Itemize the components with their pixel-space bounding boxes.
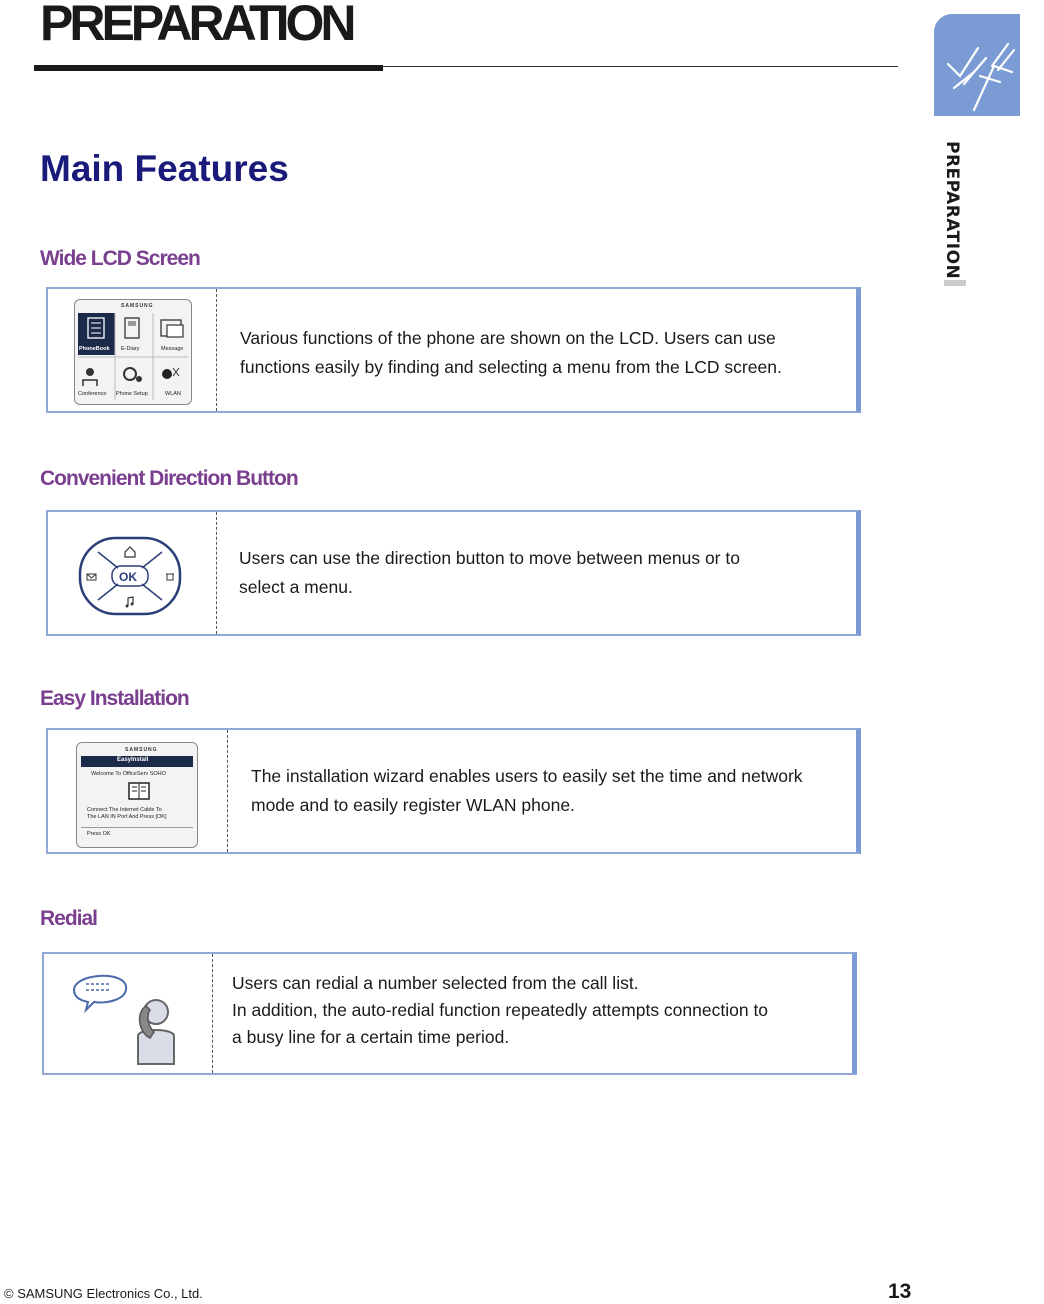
page-number: 13 xyxy=(888,1280,912,1303)
lcd-menu-item-ediary: E-Diary xyxy=(121,346,140,352)
header-rule-thin xyxy=(383,66,898,67)
lcd-menu-item-phonebook: PhoneBook xyxy=(79,346,110,352)
feature-description-redial xyxy=(232,970,768,1051)
section-title-easy-installation: Easy Installation xyxy=(40,687,189,710)
feature-box-redial xyxy=(42,952,857,1075)
feature-box-wide-lcd xyxy=(46,287,861,413)
section-title-wide-lcd: Wide LCD Screen xyxy=(40,247,200,270)
page-title: Main Features xyxy=(40,148,289,189)
feature-description-direction-button xyxy=(239,544,740,602)
lcd-menu-grid-icon xyxy=(75,300,191,404)
description-line: mode and to easily register WLAN phone. xyxy=(251,795,575,815)
description-line: The installation wizard enables users to easily set the time and network xyxy=(251,766,803,786)
feature-description-easy-installation xyxy=(251,762,803,820)
lcd-menu-item-phone-setup: Phone Setup xyxy=(116,391,148,397)
side-tab-marker xyxy=(944,280,966,286)
easy-install-image xyxy=(48,730,228,852)
description-line: a busy line for a certain time period. xyxy=(232,1027,510,1047)
pen-check-icon xyxy=(934,14,1020,116)
chapter-title: PREPARATION xyxy=(40,0,353,51)
redial-person-icon xyxy=(66,960,186,1070)
description-line: Users can redial a number selected from the call list. xyxy=(232,973,639,993)
book-icon xyxy=(127,781,151,801)
description-line: select a menu. xyxy=(239,577,353,597)
feature-box-direction-button xyxy=(46,510,861,636)
ok-label: OK xyxy=(119,570,137,584)
lcd-screen xyxy=(74,299,192,405)
easy-install-instruction-2: The LAN IN Port And Press [OK] xyxy=(87,814,167,820)
description-line: Various functions of the phone are shown on the LCD. Users can use xyxy=(240,328,776,348)
description-line: Users can use the direction button to move between menus or to xyxy=(239,548,740,568)
feature-box-easy-installation xyxy=(46,728,861,854)
easy-install-instruction-1: Connect The Internet Cable To xyxy=(87,807,162,813)
lcd-menu-item-message: Message xyxy=(161,346,184,352)
side-tab xyxy=(934,14,1020,116)
header-rule-thick xyxy=(34,65,383,71)
easy-install-screen xyxy=(76,742,198,848)
side-tab-label: PREPARATION xyxy=(942,141,962,280)
feature-description-wide-lcd xyxy=(240,324,782,382)
easy-install-divider xyxy=(81,827,193,828)
section-title-direction-button: Convenient Direction Button xyxy=(40,467,298,490)
lcd-menu-image xyxy=(48,289,217,411)
lcd-brand: SAMSUNG xyxy=(125,747,158,753)
lcd-menu-item-conference: Conference xyxy=(78,391,107,397)
direction-button-image xyxy=(48,512,217,634)
easy-install-welcome: Welcome To OfficeServ SOHO xyxy=(91,771,166,777)
footer-copyright: © SAMSUNG Electronics Co., Ltd. xyxy=(4,1286,203,1301)
description-line: In addition, the auto-redial function repeatedly attempts connection to xyxy=(232,1000,769,1020)
easy-install-header: EasyInstall xyxy=(117,757,149,763)
lcd-menu-item-wlan: WLAN xyxy=(165,391,181,397)
description-line: functions easily by finding and selecting a menu from the LCD screen. xyxy=(240,357,782,377)
section-title-redial: Redial xyxy=(40,907,98,930)
lcd-brand: SAMSUNG xyxy=(121,303,154,309)
redial-image xyxy=(44,954,213,1073)
easy-install-footer-hint: Press OK xyxy=(87,831,111,837)
